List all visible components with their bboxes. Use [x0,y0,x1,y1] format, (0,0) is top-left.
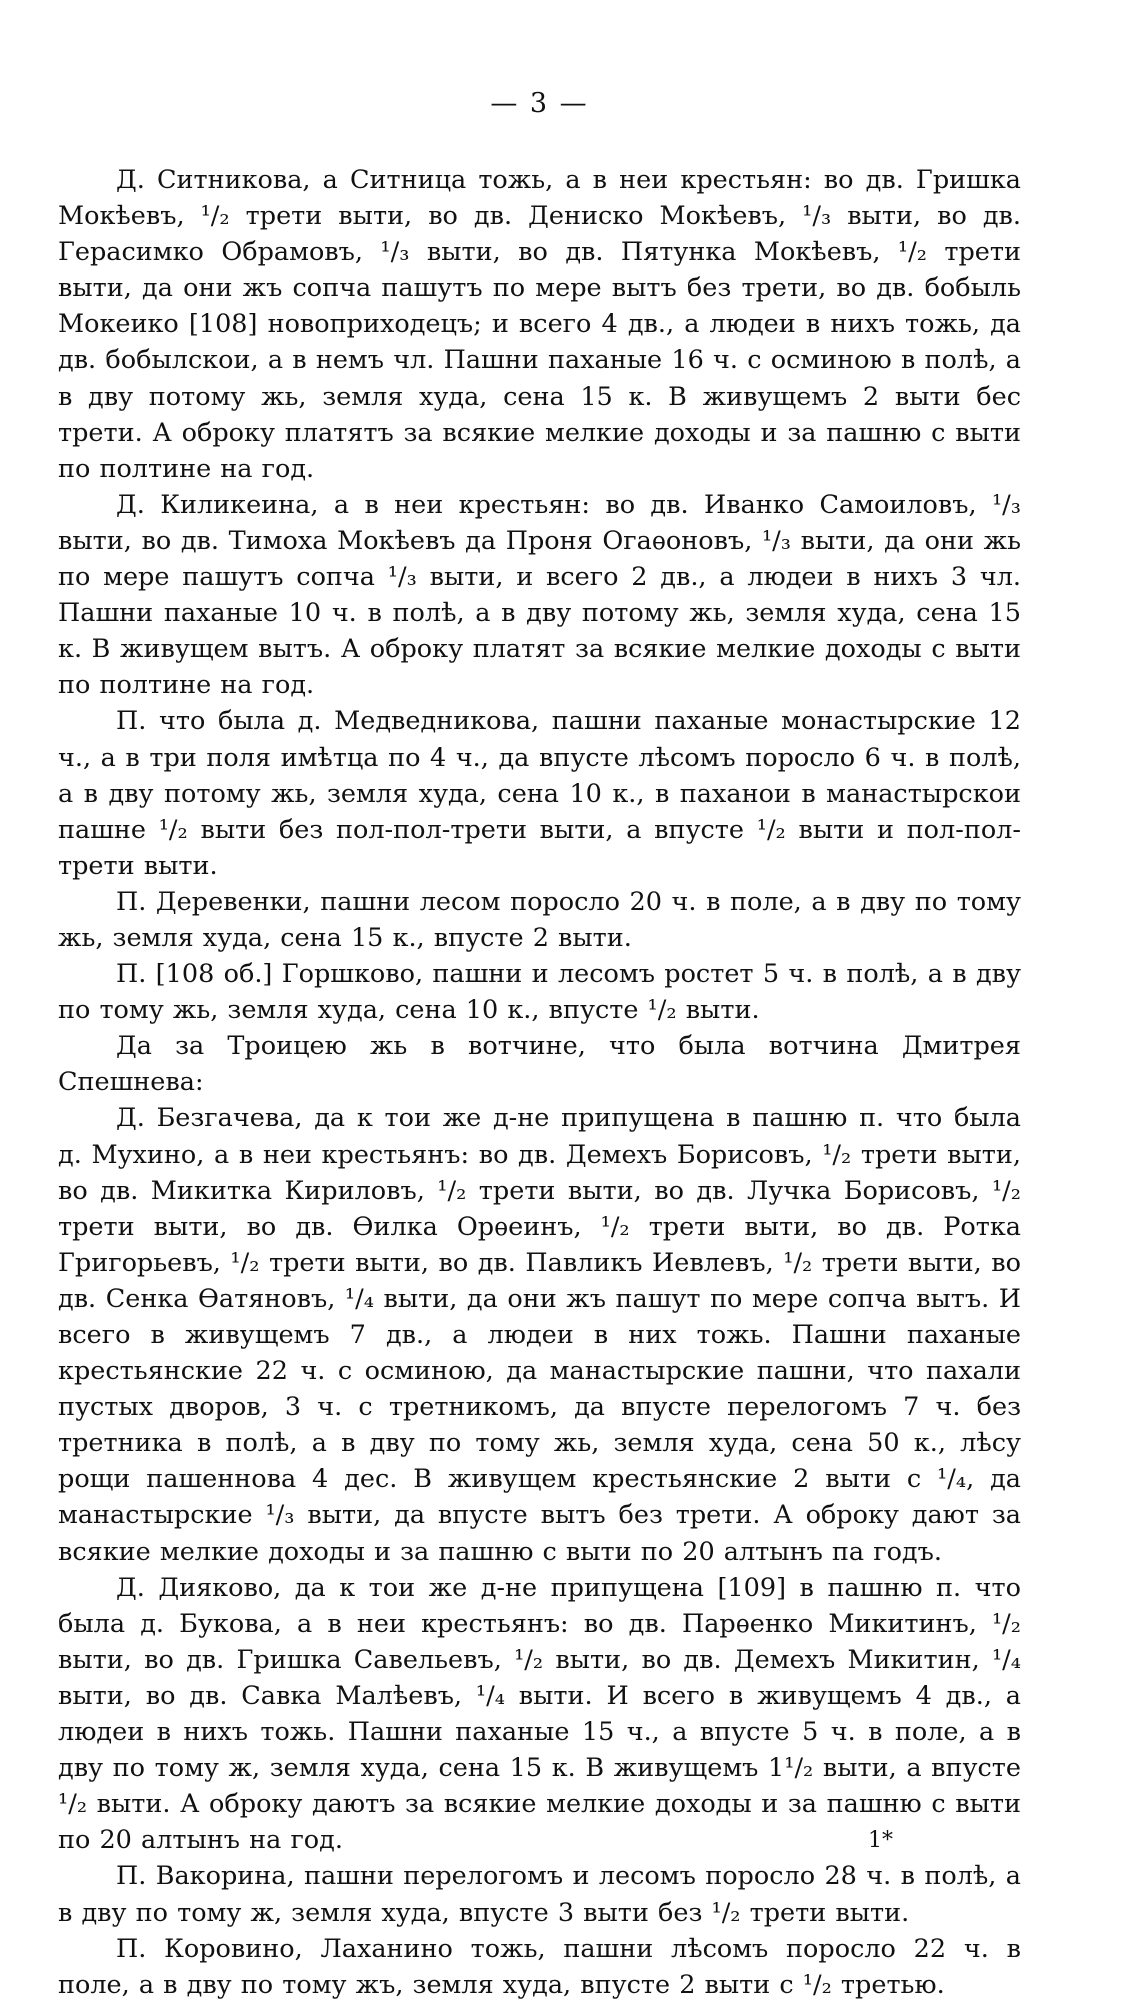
paragraph-sitnikova: Д. Ситникова, а Ситница тожь, а в неи крестьян: во дв. Гришка Мокѣевъ, ¹/₂ трети выти, во дв. Дениско Мокѣевъ, ¹/₃ выти, во дв. Герасимко Обрамовъ, ¹/₃ выти, во дв. Пятунка Мокѣевъ, ¹/₂ трети выти, да они жъ сопча пашутъ по мере вытъ без трети, во дв. бобыль Мокеико [108] новоприходецъ; и всего 4 дв., а людеи в нихъ тожь, да дв. бобылскои, а в немъ чл. Пашни паханые 16 ч. с осминою в полѣ, а в дву потому жь, земля худа, сена 15 к. В живущемъ 2 выти бес трети. А оброку платятъ за всякие мелкие доходы и за пашню с выти по полтине на год. [58,165,1021,484]
paragraph-troitsa-votchina: Да за Троицею жь в вотчине, что была вотчина Дмитрея Спешнева: [58,1031,1021,1098]
paragraph-vakorina: П. Вакорина, пашни перелогомъ и лесомъ поросло 28 ч. в полѣ, а в дву по тому ж, земля худа, впусте 3 выти без ¹/₂ трети выти. [58,1861,1021,1928]
paragraph-derevenki: П. Деревенки, пашни лесом поросло 20 ч. в поле, а в дву по тому жь, земля худа, сена 15 к., впусте 2 выти. [58,886,1021,953]
paragraph-kilikeina: Д. Киликеина, а в неи крестьян: во дв. Иванко Самоиловъ, ¹/₃ выти, во дв. Тимоха Мокѣевъ да Проня Огаѳоновъ, ¹/₃ выти, да они жь по мере пашутъ сопча ¹/₃ выти, и всего 2 дв., а людеи в нихъ 3 чл. Пашни паханые 10 ч. в полѣ, а в дву потому жь, земля худа, сена 15 к. В живущем вытъ. А оброку платят за всякие мелкие доходы с выти по полтине на год. [58,489,1021,701]
signature-mark: 1* [868,1828,893,1853]
paragraph-gorshkovo: П. [108 об.] Горшково, пашни и лесомъ ростет 5 ч. в полѣ, а в дву по тому жь, земля худа, сена 10 к., впусте ¹/₂ выти. [58,959,1021,1026]
page-number: — 3 — [490,88,589,119]
paragraph-medvednikova: П. что была д. Медведникова, пашни паханые монастырские 12 ч., а в три поля имѣтца по 4 ч., да впусте лѣсомъ поросло 6 ч. в полѣ, а в дву потому жь, земля худа, сена 10 к., в паханои в манастырскои пашне ¹/₂ выти без пол-пол-трети выти, а впусте ¹/₂ выти и пол-пол-трети выти. [58,706,1021,881]
paragraph-korovino: П. Коровино, Лаханино тожь, пашни лѣсомъ поросло 22 ч. в поле, а в дву по тому жъ, земля худа, впусте 2 выти с ¹/₂ третью. [58,1933,1021,2000]
paragraph-diyakovo: Д. Дияково, да к тои же д-не припущена [109] в пашню п. что была д. Букова, а в неи крестьянъ: во дв. Парѳенко Микитинъ, ¹/₂ выти, во дв. Гришка Савельевъ, ¹/₂ выти, во дв. Демехъ Микитин, ¹/₄ выти, во дв. Савка Малѣевъ, ¹/₄ выти. И всего в живущемъ 4 дв., а людеи в нихъ тожь. Пашни паханые 15 ч., а впусте 5 ч. в поле, а в дву по тому ж, земля худа, сена 15 к. В живущемъ 1¹/₂ выти, а впусте ¹/₂ выти. А оброку даютъ за всякие мелкие доходы и за пашню с выти по 20 алтынъ на год. [58,1572,1021,1856]
paragraph-bezgacheva: Д. Безгачева, да к тои же д-не припущена в пашню п. что была д. Мухино, а в неи крестьянъ: во дв. Демехъ Борисовъ, ¹/₂ трети выти, во дв. Микитка Кириловъ, ¹/₂ трети выти, во дв. Лучка Борисовъ, ¹/₂ трети выти, во дв. Ѳилка Орѳеинъ, ¹/₂ трети выти, во дв. Ротка Григорьевъ, ¹/₂ трети выти, во дв. Павликъ Иевлевъ, ¹/₂ трети выти, во дв. Сенка Ѳатяновъ, ¹/₄ выти, да они жъ пашут по мере сопча вытъ. И всего в живущемъ 7 дв., а людеи в них тожь. Пашни паханые крестьянские 22 ч. с осминою, да манастырские пашни, что пахали пустых дворов, 3 ч. с третникомъ, да впусте перелогомъ 7 ч. без третника в полѣ, а в дву по тому жь, земля худа, сена 50 к., лѣсу рощи пашеннова 4 дес. В живущем крестьянские 2 выти с ¹/₄, да манастырские ¹/₃ выти, да впусте вытъ без трети. А оброку дают за всякие мелкие доходы и за пашню с выти по 20 алтынъ па годъ. [58,1103,1021,1567]
document-page [58,86,1021,2000]
